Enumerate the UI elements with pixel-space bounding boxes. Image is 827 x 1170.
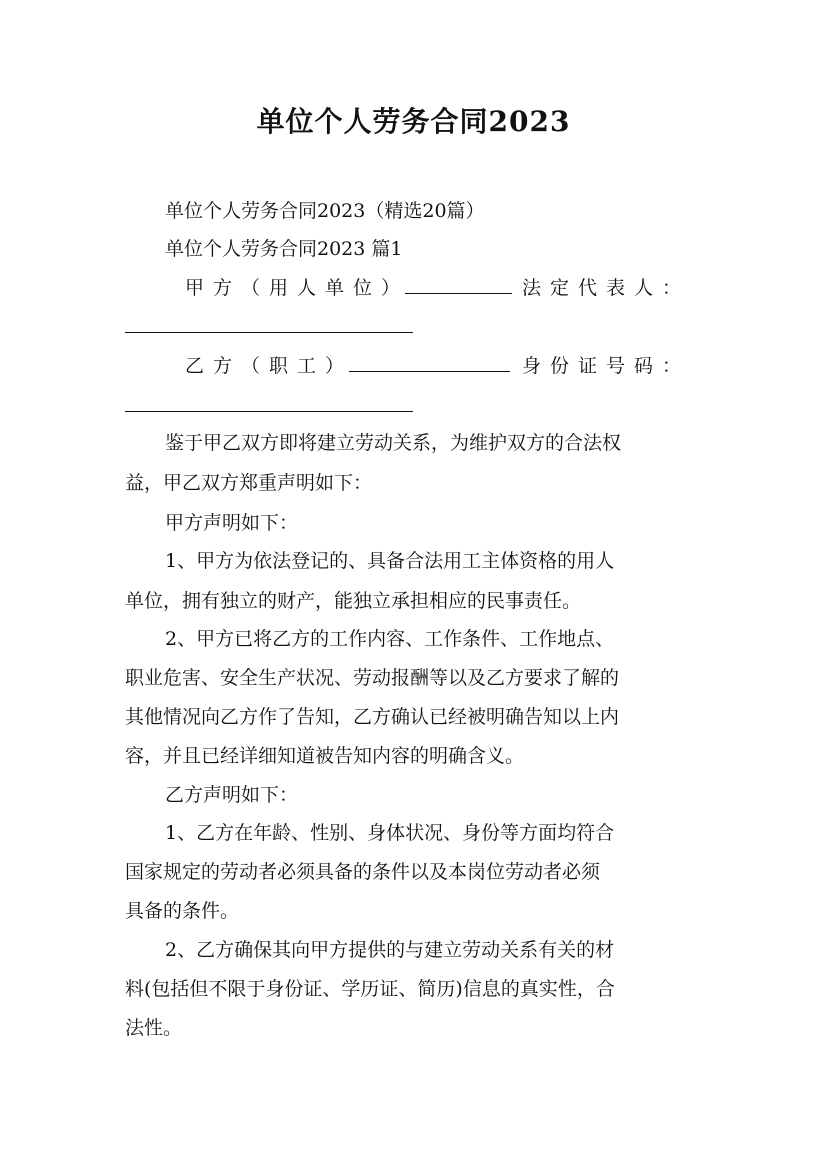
section-heading: 单位个人劳务合同2023 篇1 — [165, 238, 403, 260]
party-a-row — [185, 270, 690, 306]
b2-line: 2、乙方确保其向甲方提供的与建立劳动关系有关的材 — [165, 939, 615, 961]
a2-line: 其他情况向乙方作了告知，乙方确认已经被明确告知以上内 — [125, 706, 620, 728]
a2-line: 职业危害、安全生产状况、劳动报酬等以及乙方要求了解的 — [125, 667, 620, 689]
a2-line: 容，并且已经详细知道被告知内容的明确含义。 — [125, 745, 525, 767]
legal-rep-label: 法定代表人： — [521, 277, 690, 299]
party-b-declaration-heading: 乙方声明如下： — [165, 784, 299, 806]
b1-line: 1、乙方在年龄、性别、身体状况、身份等方面均符合 — [165, 822, 615, 844]
intro-line: 益，甲乙双方郑重声明如下： — [125, 472, 373, 494]
intro-line — [165, 425, 705, 461]
b1-line: 具备的条件。 — [125, 900, 240, 922]
id-number-blank[interactable] — [125, 411, 413, 412]
id-number-label: 身份证号码： — [521, 355, 690, 377]
document-subtitle: 单位个人劳务合同2023（精选20篇） — [165, 200, 485, 222]
b2-line: 料(包括但不限于身份证、学历证、简历)信息的真实性，合 — [125, 978, 615, 1000]
party-b-label: 乙方（职工） — [185, 355, 354, 377]
a1-line: 1、甲方为依法登记的、具备合法用工主体资格的用人 — [165, 550, 615, 572]
party-a-blank[interactable] — [405, 273, 512, 294]
a1-line: 单位，拥有独立的财产，能独立承担相应的民事责任。 — [125, 590, 582, 612]
party-b-blank[interactable] — [349, 351, 510, 372]
b2-line: 法性。 — [125, 1017, 183, 1039]
party-a-label: 甲方（用人单位） — [185, 277, 410, 299]
party-b-row — [185, 348, 690, 384]
a2-line: 2、甲方已将乙方的工作内容、工作条件、工作地点、 — [165, 628, 615, 650]
intro-text-1: 鉴于甲乙双方即将建立劳动关系，为维护双方的合法权 — [165, 432, 622, 454]
b1-line: 国家规定的劳动者必须具备的条件以及本岗位劳动者必须 — [125, 861, 601, 883]
document-title: 单位个人劳务合同2023 — [256, 105, 571, 138]
legal-rep-blank[interactable] — [125, 332, 413, 333]
party-a-declaration-heading: 甲方声明如下： — [165, 512, 299, 534]
